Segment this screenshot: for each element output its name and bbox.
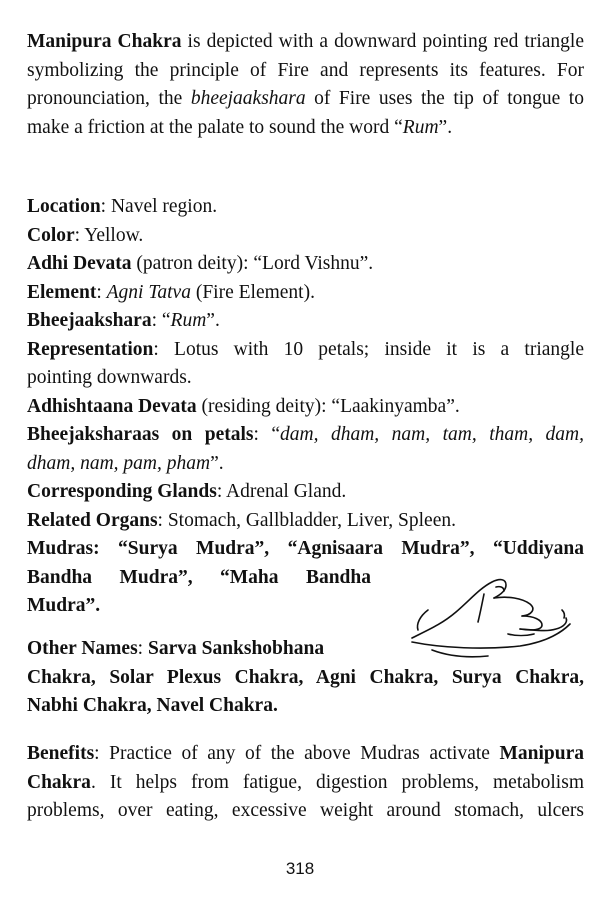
mudras-line-2: Bandha Mudra”, “Maha Bandha — [27, 566, 371, 588]
mudras-line-3: Mudra”. — [27, 595, 101, 616]
organs-line: Related Organs: Stomach, Gallbladder, Liver, Spleen. — [27, 509, 456, 531]
adhi-devata-line: Adhi Devata (patron deity): “Lord Vishnu”. — [27, 253, 374, 274]
benefits-line-2: Chakra. It helps from fatigue, digestion problems, metabolism — [27, 771, 584, 793]
chakra-name: Manipura Chakra — [27, 31, 182, 52]
bheejaakshara-line: Bheejaakshara: “Rum”. — [27, 310, 220, 331]
page-number: 318 — [285, 859, 315, 878]
adhishtaana-line: Adhishtaana Devata (residing deity): “Laakinyamba”. — [27, 395, 460, 417]
representation-line-1: Representation: Lotus with 10 petals; inside it is a triangle — [27, 338, 584, 360]
element-line: Element: Agni Tatva (Fire Element). — [27, 281, 315, 303]
location-line: Location: Navel region. — [27, 196, 218, 217]
color-line: Color: Yellow. — [27, 224, 144, 246]
representation-line-2: pointing downwards. — [27, 367, 192, 388]
intro-paragraph: Manipura Chakra is depicted with a downward pointing red triangle symbolizing the principle of Fire and represents its features. For pronounciation, the bheejaakshara of Fire uses the tip of tongue to make a friction at the palate to sound the word “Rum”. — [27, 31, 584, 138]
glands-line: Corresponding Glands: Adrenal Gland. — [27, 481, 347, 502]
mudras-line-1: Mudras: “Surya Mudra”, “Agnisaara Mudra”, “Uddiyana — [27, 538, 584, 559]
other-names-line-3: Nabhi Chakra, Navel Chakra. — [27, 695, 278, 716]
petals-line-1: Bheejaksharaas on petals: “dam, dham, nam, tam, tham, dam, — [27, 424, 584, 445]
petals-line-2: dham, nam, pam, pham”. — [27, 452, 224, 474]
benefits-line-3: problems, over eating, excessive weight around stomach, ulcers — [27, 800, 584, 821]
benefits-line-1: Benefits: Practice of any of the above Mudras activate Manipura — [27, 743, 584, 764]
other-names-line-1: Other Names: Sarva Sankshobhana — [27, 638, 325, 659]
other-names-line-2: Chakra, Solar Plexus Chakra, Agni Chakra, Surya Chakra, — [27, 666, 584, 688]
